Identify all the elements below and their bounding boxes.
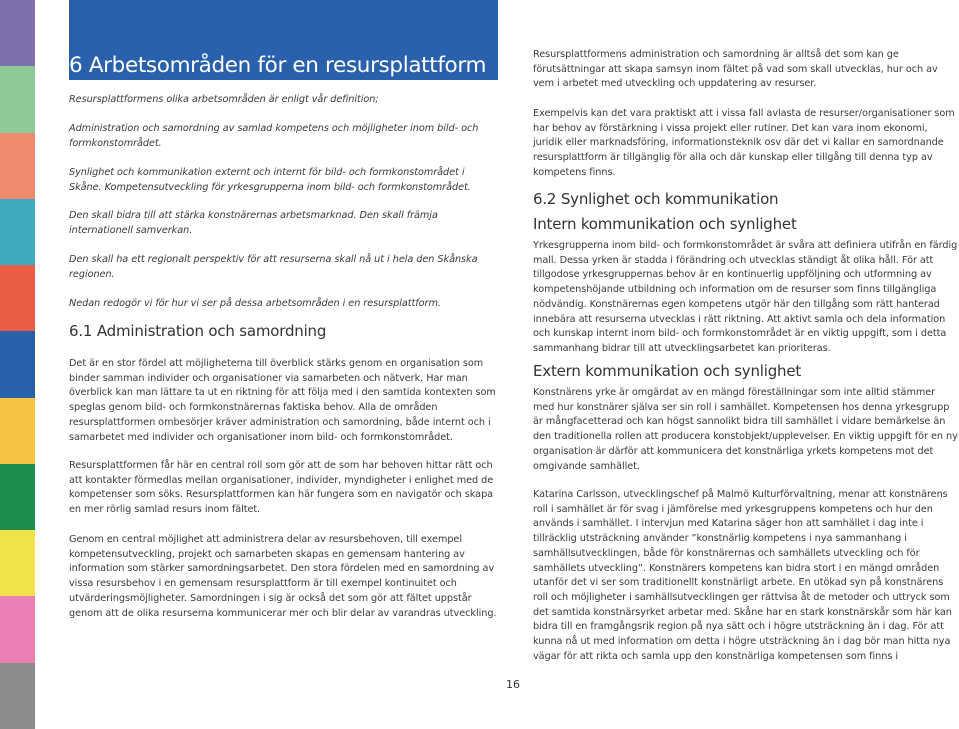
- body-paragraph: Resursplattformen får här en central roll som gör att de som har behoven hittar rätt och att kontakter förmedlas mellan organisationer, individer, myndigheter i enlighet med de kompetenser som söks. Resursplattformen kan här fungera som en navigatör och skapa en mer rörlig samlad resurs inom fältet.: [69, 460, 494, 516]
- body-paragraph: Katarina Carlsson, utvecklingschef på Malmö Kulturförvaltning, menar att konstnärens roll i samhället är för svag i jämförelse med yrkesgruppens kompetens och hur den används i samhället. I intervjun med Katarina säger hon att samhället i dag inte i tillräcklig utsträckning använder ”konstnärlig kompetens i nya sammanhang i samhällsutvecklingen, både för konstnärernas och samhällets utveckling och för samhällets utveckling”. Konstnärers kompetens kan bidra stort i en mängd områden utanför det vi ser som traditionellt konstnärligt arbete. En utökad syn på konstnärens roll och möjligheter i samhällsutvecklingen ger rättvisa åt de metoder och uttryck som det samtida konstnärsyrket arbetar med. Skåne har en stark konstnärskår som här kan bidra till en framgångsrik region på nya sätt och i högre utsträckning än i dag. För att kunna nå ut med information om detta i högre utsträckning än i dag bör man hitta nya vägar för att rikta och samla upp den konstnärliga kompetensen som finns i: [533, 489, 952, 662]
- color-stripe: [0, 398, 35, 464]
- intro-paragraph: Administration och samordning av samlad kompetens och möjligheter inom bild- och formkonstområdet.: [69, 123, 479, 149]
- body-paragraph: Konstnärens yrke är omgärdat av en mängd föreställningar som inte alltid stämmer med hur konstnärer själva ser sin roll i samhället. Kompetensen hos denna yrkesgrupp är mångfacetterad och kan högst sannolikt bidra till samhället i vidare bemärkelse än den traditionella rollen att producera konstobjekt/upplevelser. En viktig uppgift för en ny organisation är därför att kommunicera det konstnärliga yrkets kompetens mot det omgivande samhället.: [533, 387, 958, 472]
- color-stripe: [0, 663, 35, 729]
- color-stripes: [0, 0, 35, 729]
- page-number: 16: [506, 678, 520, 691]
- color-stripe: [0, 0, 35, 66]
- color-stripe: [0, 464, 35, 530]
- color-stripe: [0, 133, 35, 199]
- intro-paragraph: Nedan redogör vi för hur vi ser på dessa arbetsområden i en resursplattform.: [69, 298, 441, 309]
- body-paragraph: Genom en central möjlighet att administrera delar av resursbehoven, till exempel kompetensutveckling, projekt och samarbeten skapas en gemensam hantering av information som stärker samordningsarbetet. Den stora fördelen med en samordning av vissa resursbehov i en gemensam resursplattform är till exempel kontinuitet och utvärderingsmöjligheter. Samordningen i sig är också det som gör att fältet uppstår genom att de olika resurserna kommunicerar mer och blir delar av varandras utveckling.: [69, 534, 497, 619]
- subheading-intern: Intern kommunikation och synlighet: [533, 215, 797, 233]
- color-stripe: [0, 596, 35, 662]
- body-paragraph: Exempelvis kan det vara praktiskt att i vissa fall avlasta de resurser/organisationer som har behov av förstärkning i vissa projekt eller rutiner. Det kan vara inom ekonomi, juridik eller marknadsföring, informationsteknik osv där det vi kallar en samordnande resursplattform är tillgänglig för alla och där kunskap eller tillgång till denna typ av kompetens finns.: [533, 108, 955, 178]
- section-heading-6-2: 6.2 Synlighet och kommunikation: [533, 190, 779, 208]
- intro-paragraph: Synlighet och kommunikation externt och internt för bild- och formkonstområdet i Skåne. Kompetensutveckling för yrkesgrupperna inom bild- och formkonstområdet.: [69, 167, 471, 193]
- color-stripe: [0, 265, 35, 331]
- body-paragraph: Det är en stor fördel att möjligheterna till överblick stärks genom en organisation som binder samman individer och organisationer via samarbeten och nätverk. Har man överblick kan man lättare ta ut en riktning för att följa med i den samtida kontexten som speglas genom bild- och formkonstnärernas faktiska behov. Alla de områden resursplattformen ombesörjer kräver administration och samordning, både internt och i samarbetet med individer och organisationer inom bild- och formkonstområdet.: [69, 358, 496, 443]
- body-paragraph: Yrkesgrupperna inom bild- och formkonstområdet är svåra att definiera utifrån en färdig mall. Dessa yrken är stadda i förändring och utvecklas ständigt åt olika håll. För att tillgodose yrkesgruppernas behov är en kontinuerlig uppföljning och utformning av kompetenshöjande utbildning och information om de resurser som finns tillgängliga nödvändig. Konstnärernas egen kompetens utgör här den tillgång som rätt hanterad innebära att resurserna utvecklas i rätt riktning. Att aktivt samla och dela information och kunskap internt inom bild- och formkonstområdet är en viktig uppgift, som i detta sammanhang bidrar till att utvecklingsarbetet kan prioriteras.: [533, 240, 958, 354]
- color-stripe: [0, 530, 35, 596]
- intro-paragraph: Den skall bidra till att stärka konstnärernas arbetsmarknad. Den skall främja internationell samverkan.: [69, 210, 438, 236]
- body-paragraph: Resursplattformens administration och samordning är alltså det som kan ge förutsättningar att skapa samsyn inom fältet på vad som skall utvecklas, hur och av vem i arbetet med utveckling och uppdatering av resurser.: [533, 49, 938, 90]
- color-stripe: [0, 66, 35, 132]
- color-stripe: [0, 331, 35, 397]
- subheading-extern: Extern kommunikation och synlighet: [533, 362, 802, 380]
- intro-paragraph: Den skall ha ett regionalt perspektiv för att resurserna skall nå ut i hela den Skånska regionen.: [69, 254, 478, 280]
- color-stripe: [0, 199, 35, 265]
- section-heading-6-1: 6.1 Administration och samordning: [69, 322, 327, 340]
- intro-paragraph: Resursplattformens olika arbetsområden är enligt vår definition;: [69, 94, 379, 105]
- page-title: 6 Arbetsområden för en resursplattform: [69, 53, 487, 78]
